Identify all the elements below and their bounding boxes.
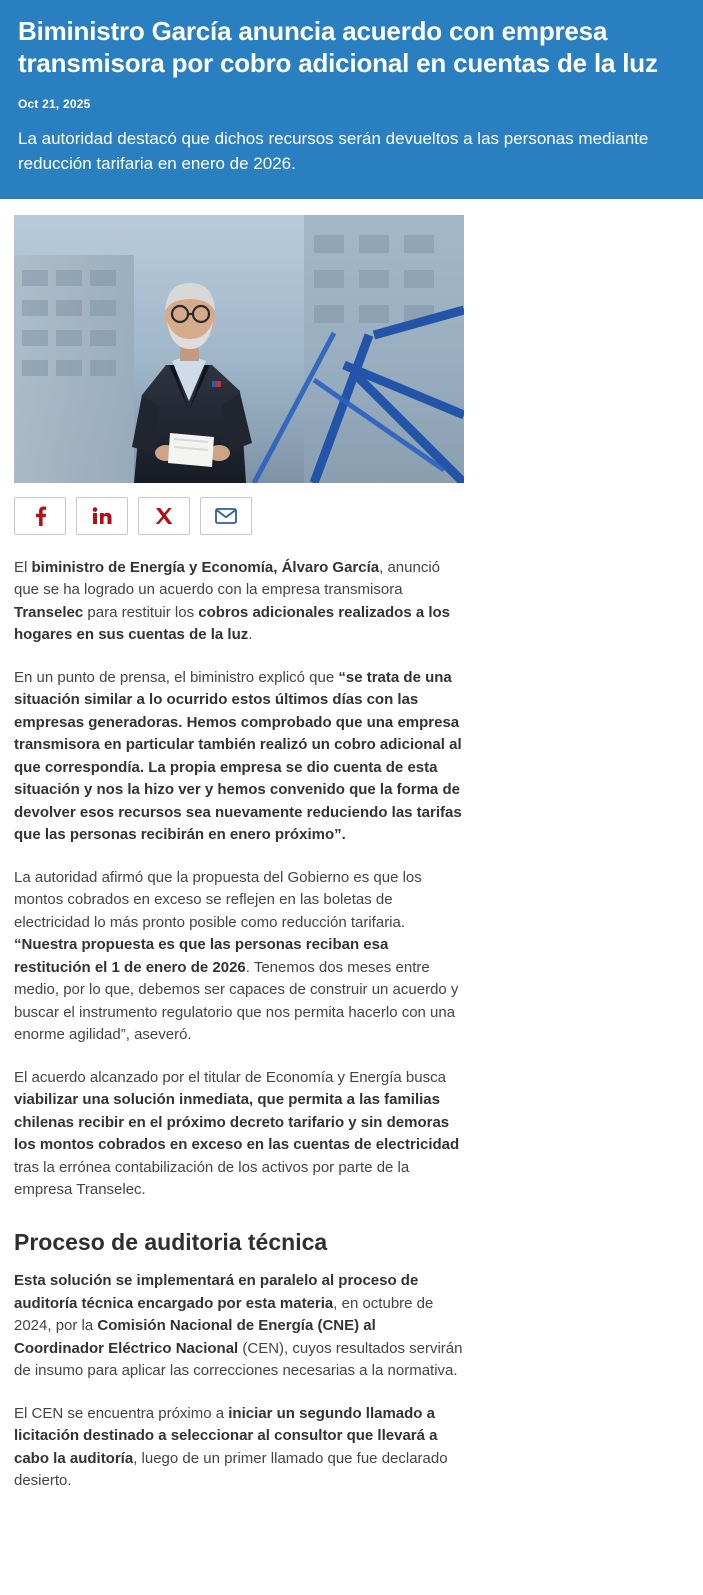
section-heading: Proceso de auditoria técnica <box>14 1228 328 1255</box>
facebook-icon <box>32 506 48 526</box>
email-icon <box>215 508 237 524</box>
article-image <box>14 215 464 483</box>
article-paragraph: Esta solución se implementará en paralelo al proceso de auditoría técnica encargado por esta materia, en octubre de 2024, por la Comisión Nacional de Energía (CNE) al Coordinador Eléctrico Nacional (CEN), cuyos resultados servirán de insumo para aplicar las correcciones necesarias a la normativa. <box>14 1272 463 1380</box>
article-header <box>0 0 703 199</box>
article-paragraph: La autoridad afirmó que la propuesta del Gobierno es que los montos cobrados en exceso se reflejen en las boletas de electricidad lo más pronto posible como reducción tarifaria. “Nuestra propuesta es que las personas reciban esa restitución el 1 de enero de 2026. Tenemos dos meses entre medio, por lo que, debemos ser capaces de construir un acuerdo y buscar el instrumento regulatorio que nos permita hacerlo con una enorme agilidad”, aseveró. <box>14 868 459 1044</box>
x-twitter-icon <box>155 507 173 525</box>
article-paragraph: El acuerdo alcanzado por el titular de Economía y Energía busca viabilizar una solución inmediata, que permita a las familias chilenas recibir en el próximo decreto tarifario y sin demoras los montos cobrados en exceso en las cuentas de electricidad tras la errónea contabilización de los activos por parte de la empresa Transelec. <box>14 1068 460 1199</box>
article-lede: La autoridad destacó que dichos recursos serán devueltos a las personas mediante reducción tarifaria en enero de 2026. <box>18 129 649 174</box>
x-share-button[interactable] <box>138 497 190 535</box>
facebook-share-button[interactable] <box>14 497 66 535</box>
article-paragraph: El biministro de Energía y Economía, Álvaro García, anunció que se ha logrado un acuerdo con la empresa transmisora Transelec para restituir los cobros adicionales realizados a los hogares en sus cuentas de la luz. <box>14 558 451 644</box>
share-buttons <box>14 497 687 535</box>
linkedin-share-button[interactable] <box>76 497 128 535</box>
article-paragraph: El CEN se encuentra próximo a iniciar un segundo llamado a licitación destinado a seleccionar al consultor que llevará a cabo la auditoría, luego de un primer llamado que fue declarado desierto. <box>14 1404 448 1490</box>
article-image-graphic <box>14 215 464 483</box>
article-body <box>0 199 703 1537</box>
article-text <box>14 557 466 1493</box>
article-paragraph: En un punto de prensa, el biministro explicó que “se trata de una situación similar a lo ocurrido estos últimos días con las empresas generadoras. Hemos comprobado que una empresa transmisora en particular también realizó un cobro adicional al que correspondía. La propia empresa se dio cuenta de esta situación y nos la hizo ver y hemos convenido que la forma de devolver esos recursos sea nuevamente reduciendo las tarifas que las personas recibirán en enero próximo”. <box>14 668 462 844</box>
page-title: Biministro García anuncia acuerdo con empresa transmisora por cobro adicional en cuentas de la luz <box>18 16 658 78</box>
email-share-button[interactable] <box>200 497 252 535</box>
publish-date: Oct 21, 2025 <box>18 97 91 112</box>
linkedin-icon <box>92 507 112 525</box>
